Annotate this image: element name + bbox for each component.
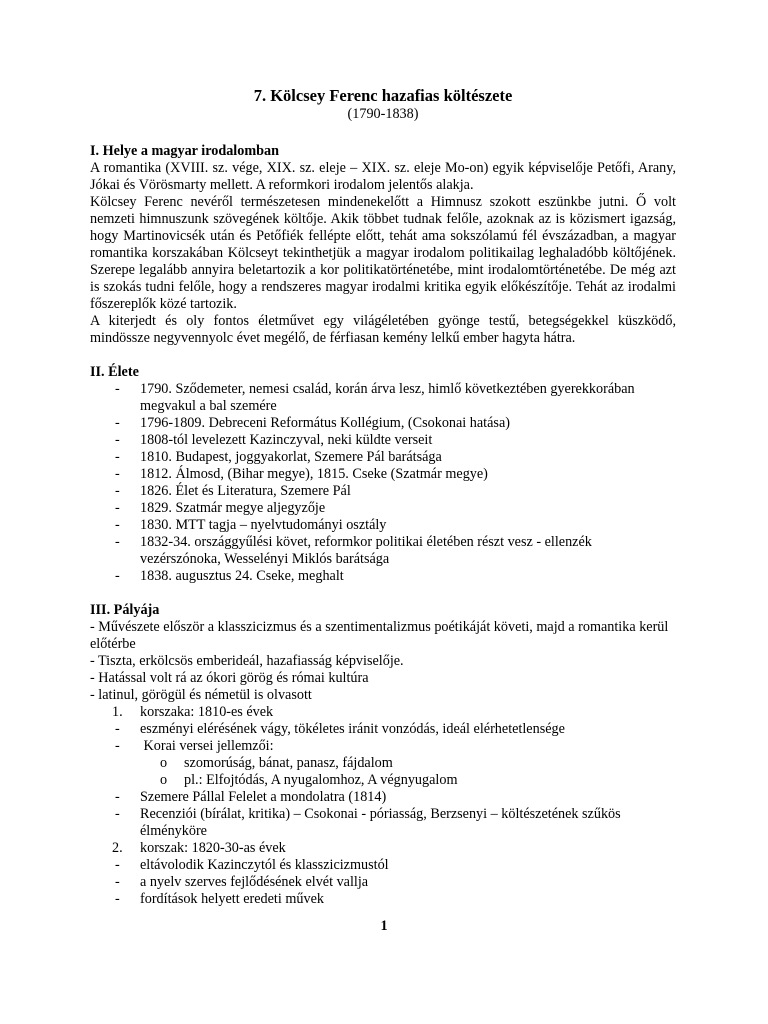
- page-content: [90, 86, 676, 908]
- section-heading: III. Pályája: [90, 602, 160, 618]
- plain-line: - latinul, görögül és németül is olvasott: [90, 687, 312, 703]
- plain-line: - Hatással volt rá az ókori görög és római kultúra: [90, 670, 369, 686]
- number-marker: 1.: [112, 704, 123, 720]
- plain-line: - Művészete először a klasszicizmus és a szentimentalizmus poétikáját követi, majd a romantika kerül előtérbe: [90, 619, 669, 652]
- circle-marker: o: [160, 755, 168, 771]
- dash-marker: -: [115, 449, 120, 465]
- list-item: - Szemere Pállal Felelet a mondolatra (1814): [115, 789, 387, 805]
- list-item: - 1832-34. országgyűlési követ, reformkor politikai életében részt vesz - ellenzék vezérszónoka, Wesselényi Miklós barátsága: [115, 534, 592, 567]
- section-palyaja: [90, 602, 676, 908]
- dash-marker: -: [115, 381, 120, 397]
- list-item: - 1829. Szatmár megye aljegyzője: [115, 500, 326, 516]
- dash-marker: -: [115, 721, 120, 737]
- list-item: - Korai versei jellemzői:: [115, 738, 274, 754]
- list-item: - 1830. MTT tagja – nyelvtudományi osztály: [115, 517, 387, 533]
- list-item: - eszményi elérésének vágy, tökéletes iránit vonzódás, ideál elérhetetlensége: [115, 721, 565, 737]
- sub-list-item: o szomorúság, bánat, panasz, fájdalom: [160, 755, 393, 771]
- dash-marker: -: [115, 857, 120, 873]
- page-title: 7. Kölcsey Ferenc hazafias költészete: [253, 86, 513, 105]
- list-item: - 1810. Budapest, joggyakorlat, Szemere Pál barátsága: [115, 449, 442, 465]
- dash-marker: -: [115, 534, 120, 550]
- dash-marker: -: [115, 500, 120, 516]
- paragraph: A romantika (XVIII. sz. vége, XIX. sz. eleje – XIX. sz. eleje Mo-on) egyik képviselője Petőfi, Arany, Jókai és Vörösmarty mellett. A reformkori irodalom jelentős alakja.: [90, 160, 676, 193]
- list-item: - eltávolodik Kazinczytól és klasszicizmustól: [115, 857, 389, 873]
- section-helye: [90, 143, 676, 347]
- dash-marker: -: [115, 568, 120, 584]
- paragraph: Kölcsey Ferenc nevéről természetesen mindenekelőtt a Himnusz szokott eszünkbe jutni. Ő volt nemzeti himnuszunk szövegének költője. Akik többet tudnak felőle, azoknak az is közismert igazság, hogy Martinovicsék után és Petőfiék fellépte előtt, tehát ama sokszólamú fél évszázadban, a magyar romantika korszakában Kölcseyt tekinthetjük a magyar irodalom politikailag leghaladóbb költőjének. Szerepe legalább annyira beletartozik a kor politikatörténetébe, mint irodalomtörténetébe. De még azt is szokás tudni felőle, hogy a rendszeres magyar irodalmi kritika egyik előkészítője. Tehát az irodalmi főszereplők közé tartozik.: [90, 194, 676, 312]
- section-heading: I. Helye a magyar irodalomban: [90, 143, 280, 159]
- list-item: - 1826. Élet és Literatura, Szemere Pál: [115, 483, 351, 499]
- period-1: 1. korszaka: 1810-es évek: [112, 704, 274, 720]
- list-item: - 1838. augusztus 24. Cseke, meghalt: [115, 568, 344, 584]
- dash-marker: -: [115, 466, 120, 482]
- dash-marker: -: [115, 874, 120, 890]
- dash-marker: -: [115, 738, 120, 754]
- sub-list-item: o pl.: Elfojtódás, A nyugalomhoz, A végnyugalom: [160, 772, 458, 788]
- page-number: 1: [380, 918, 388, 934]
- dash-marker: -: [115, 483, 120, 499]
- list-item: - fordítások helyett eredeti művek: [115, 891, 324, 907]
- section-heading: II. Élete: [90, 364, 139, 380]
- list-item: - 1812. Álmosd, (Bihar megye), 1815. Cseke (Szatmár megye): [115, 466, 488, 482]
- dash-marker: -: [115, 415, 120, 431]
- plain-line: - Tiszta, erkölcsös emberideál, hazafiasság képviselője.: [90, 653, 404, 669]
- number-marker: 2.: [112, 840, 123, 856]
- dash-marker: -: [115, 891, 120, 907]
- list-item: - a nyelv szerves fejlődésének elvét vallja: [115, 874, 369, 890]
- paragraph: A kiterjedt és oly fontos életművet egy világéletében gyönge testű, betegségekkel küszködő, mindössze negyvennyolc évet megélő, de férfiasan kemény lelkű ember hagyta hátra.: [90, 313, 676, 346]
- dash-marker: -: [115, 432, 120, 448]
- dash-marker: -: [115, 789, 120, 805]
- section-elete: [90, 364, 676, 585]
- period-2: 2. korszak: 1820-30-as évek: [112, 840, 286, 856]
- page-subtitle: (1790-1838): [347, 106, 419, 122]
- biography-list: [90, 381, 676, 585]
- list-item: - 1796-1809. Debreceni Református Kollégium, (Csokonai hatása): [115, 415, 510, 431]
- circle-marker: o: [160, 772, 168, 788]
- dash-marker: -: [115, 517, 120, 533]
- list-item: - 1808-tól levelezett Kazinczyval, neki küldte verseit: [115, 432, 433, 448]
- list-item: - Recenziói (bírálat, kritika) – Csokonai - póriasság, Berzsenyi – költészetének szűkös élményköre: [115, 806, 621, 839]
- dash-marker: -: [115, 806, 120, 822]
- list-item: - 1790. Sződemeter, nemesi család, korán árva lesz, himlő következtében gyerekkorában megvakul a bal szemére: [115, 381, 635, 414]
